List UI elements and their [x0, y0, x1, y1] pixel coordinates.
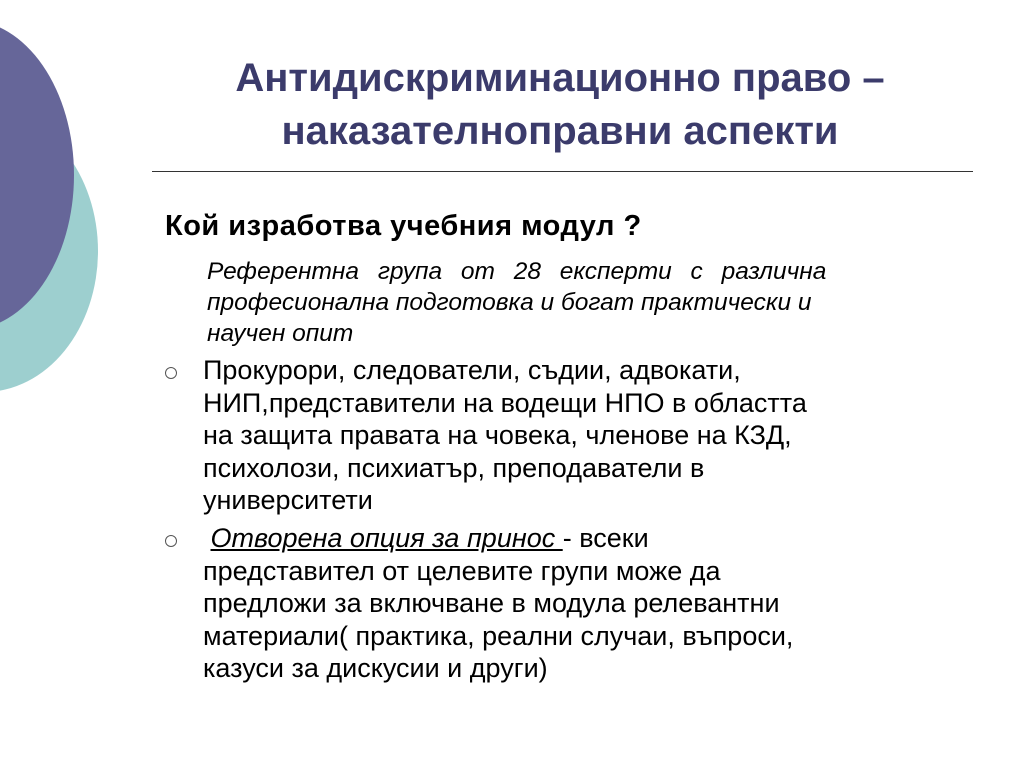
bullet-line: Прокурори, следователи, съдии, адвокати, [203, 355, 741, 385]
slide-title [150, 52, 970, 158]
reference-group-note [203, 256, 965, 349]
note-line: научен опит [207, 320, 354, 347]
bullet-line: материали( практика, реални случаи, въпроси, [203, 620, 794, 651]
bullet-line-rest: - всеки [562, 523, 649, 553]
title-divider [152, 171, 973, 172]
bullet-line: предложи за включване в модула релевантни [203, 588, 780, 618]
bullet-line: университети [203, 485, 373, 515]
bullet-line: казуси за дискусии и други) [203, 653, 548, 683]
bullet-line-first [203, 522, 983, 555]
bullet-text [203, 354, 983, 517]
bullet-line: представител от целевите групи може да [203, 555, 721, 586]
slide-title-line-2: наказателноправни аспекти [281, 109, 839, 153]
open-option-link[interactable]: Отворена опция за принос [210, 523, 563, 553]
bullet-line: НИП,представители на водещи НПО в областта [203, 387, 807, 418]
note-line: Референтна група от 28 експерти с различна [207, 258, 827, 285]
subheading: Кой изработва учебния модул ? [165, 210, 642, 242]
slide-title-line-1: Антидискриминационно право – [235, 56, 885, 100]
bullet-line: психолози, психиатър, преподаватели в [203, 452, 705, 483]
bullet-circle-icon [165, 535, 177, 547]
bullet-line: на защита правата на човека, членове на КЗД, [203, 420, 792, 450]
note-line: професионална подготовка и богат практически и [207, 289, 812, 316]
bullet-text [203, 522, 983, 685]
bullet-circle-icon [165, 367, 177, 379]
